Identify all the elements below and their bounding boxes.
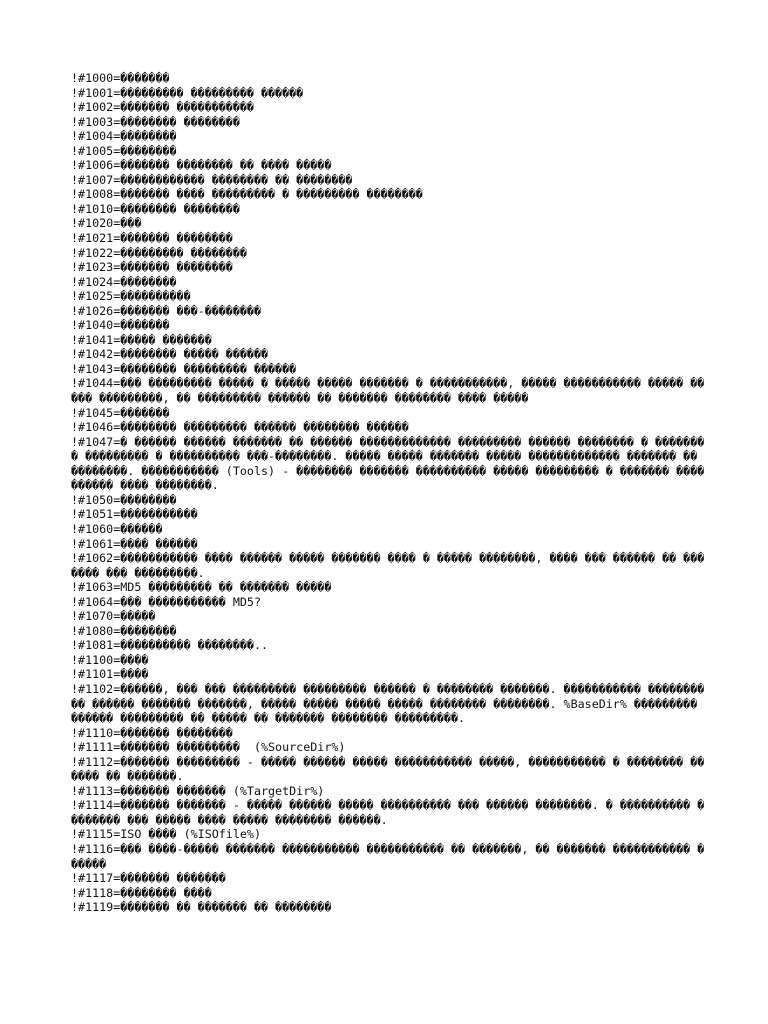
text-line-1063: !#1063=MD5 ��������� �� ������� �����	[71, 580, 332, 595]
text-line-1062: !#1062=����������� ���� ������ ����� ������� ���� � ����� ��������, ���� ��� ������ �� ������� ��� ���������.	[71, 551, 705, 580]
text-line-1116: !#1116=��� ����-����� ������� ����������� ����������� �� �������, �� ������� ����������� ������	[71, 841, 705, 871]
text-line-1114: !#1114=������� ������� - ����� ������ ����� ���������� ��� ������ ��������. � ���������� �������� ��� ����� ���� ����� �������� ������.	[71, 798, 705, 827]
text-line-1008: !#1008=������� ���� ��������� � ��������� ��������	[71, 187, 423, 202]
text-line-1026: !#1026=������� ���-��������	[71, 303, 261, 318]
text-line-1010: !#1010=�������� ��������	[71, 201, 240, 216]
text-line-1045: !#1045=�������	[71, 405, 170, 420]
text-line-1044: !#1044=��� ��������� ����� � ����� ����� ������� � �����������, ����� ����������� ����� ����� ���������, �� ��������� ������ �� ������� �������� ���� �����	[71, 376, 705, 406]
text-line-1102: !#1102=������, ��� ��� ��������� ��������� ������ � �������� �������. ����������� ���������� ������ ������� �������, ����� ����� ����� ����� �������� ��������. %BaseDir% ��������� ������ ��������� �� ����� �� ������� �������� ���������.	[71, 681, 705, 726]
text-line-1025: !#1025=����������	[71, 289, 191, 304]
text-line-1070: !#1070=�����	[71, 609, 156, 624]
text-line-1118: !#1118=�������� ����	[71, 885, 212, 900]
text-line-1040: !#1040=�������	[71, 318, 170, 333]
text-line-1081: !#1081=���������� ��������..	[71, 638, 269, 653]
text-line-1004: !#1004=��������	[71, 129, 177, 144]
text-line-1110: !#1110=������� ��������	[71, 725, 233, 740]
text-line-1003: !#1003=�������� ��������	[71, 114, 240, 129]
text-line-1000: !#1000=�������	[71, 71, 170, 85]
document-body	[71, 71, 711, 915]
text-line-1005: !#1005=��������	[71, 143, 177, 158]
text-line-1007: !#1007=������������ �������� �� ��������	[71, 172, 353, 187]
text-line-1080: !#1080=��������	[71, 623, 177, 638]
text-line-1047: !#1047=� ������ ������ ������� �� ������ ������������� ��������� ������ �������� � �������� ��������� � ���������� ���-��������. ����� ����� ������� ����� ������������� ������� �� ��������. ����������� (Tools) - �������� ������� ���������� ����� ��������� � ������� ���� ������ ���� ��������.	[71, 434, 712, 493]
text-line-1022: !#1022=��������� ��������	[71, 245, 247, 260]
text-line-1042: !#1042=�������� ����� ������	[71, 347, 269, 362]
text-line-1043: !#1043=�������� ��������� ������	[71, 361, 297, 376]
text-line-1021: !#1021=������� ��������	[71, 231, 233, 246]
text-line-1006: !#1006=������� �������� �� ���� �����	[71, 158, 332, 173]
text-line-1119: !#1119=������� �� ������� �� ��������	[71, 900, 332, 915]
text-line-1064: !#1064=��� ����������� MD5?	[71, 594, 261, 609]
text-line-1113: !#1113=������� ������� (%TargetDir%)	[71, 783, 325, 798]
text-line-1020: !#1020=���	[71, 216, 142, 231]
text-line-1061: !#1061=���� ������	[71, 536, 198, 551]
text-line-1112: !#1112=������� ��������� - ����� ������ ����� ����������� �����, ����������� � �������� ������ �� �������.	[71, 754, 705, 784]
text-line-1046: !#1046=�������� ��������� ������ �������� ������	[71, 420, 409, 435]
text-line-1024: !#1024=��������	[71, 274, 177, 289]
text-line-1023: !#1023=������� ��������	[71, 260, 233, 275]
text-line-1041: !#1041=����� �������	[71, 332, 212, 347]
text-line-1111: !#1111=������� ��������� (%SourceDir%)	[71, 740, 346, 755]
text-line-1050: !#1050=��������	[71, 492, 177, 507]
text-line-1115: !#1115=ISO ���� (%ISOfile%)	[71, 827, 261, 842]
text-line-1051: !#1051=�����������	[71, 507, 198, 522]
text-line-1060: !#1060=������	[71, 521, 163, 536]
text-line-1002: !#1002=������� �����������	[71, 100, 254, 115]
text-line-1100: !#1100=����	[71, 652, 149, 667]
text-line-1101: !#1101=����	[71, 667, 149, 682]
text-line-1117: !#1117=������� �������	[71, 871, 226, 886]
text-line-1001: !#1001=��������� ��������� ������	[71, 85, 304, 100]
